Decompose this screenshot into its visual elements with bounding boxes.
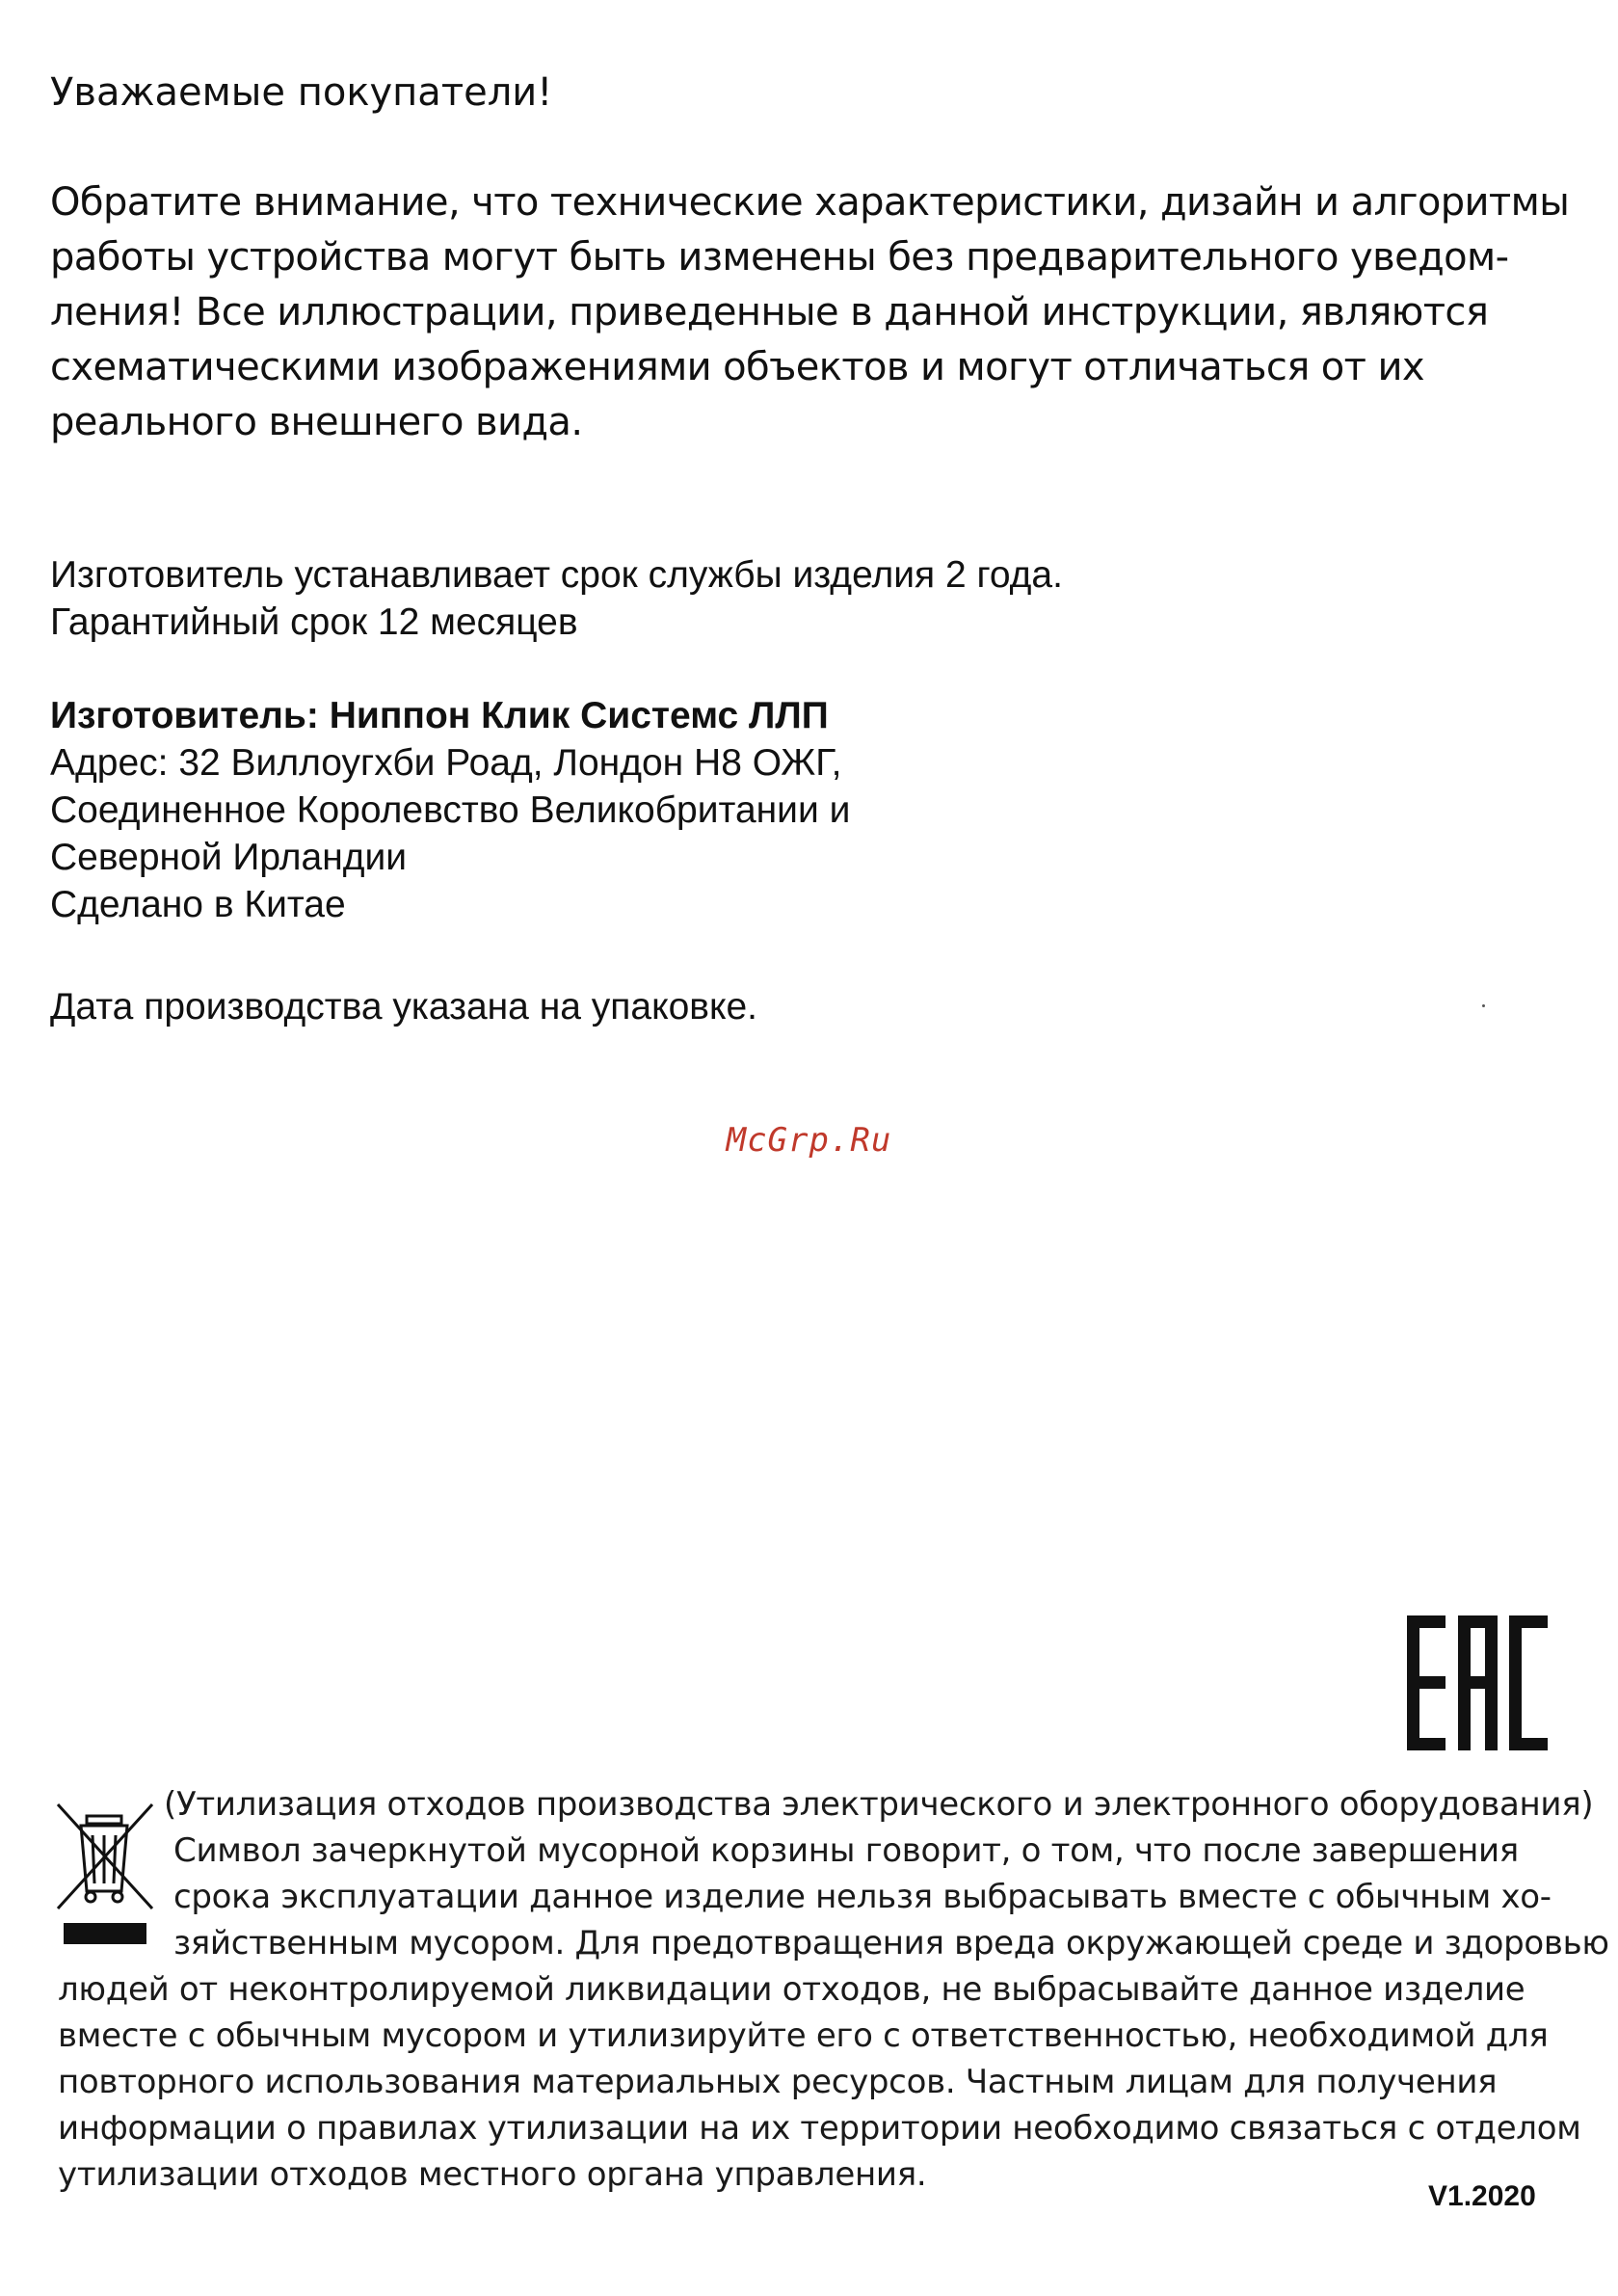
disposal-paragraph xyxy=(58,1781,1609,2198)
notice-line: работы устройства могут быть изменены без предварительного уведом- xyxy=(50,235,1509,280)
notice-paragraph xyxy=(50,175,1573,450)
disposal-line: Символ зачеркнутой мусорной корзины говорит, о том, что после завершения xyxy=(173,1831,1519,1870)
warranty-period: Гарантийный срок 12 месяцев xyxy=(50,601,578,643)
disposal-line: зяйственным мусором. Для предотвращения вреда окружающей среде и здоровью xyxy=(173,1924,1609,1962)
notice-line: схематическими изображениями объектов и могут отличаться от их xyxy=(50,345,1424,389)
disposal-line: повторного использования материальных ресурсов. Частным лицам для получения xyxy=(58,2063,1498,2101)
manufacturer-block xyxy=(50,692,850,928)
manufacturer-name: Изготовитель: Ниппон Клик Системс ЛЛП xyxy=(50,695,829,736)
disposal-line: вместе с обычным мусором и утилизируйте его с ответственностью, необходимой для xyxy=(58,2016,1549,2055)
greeting: Уважаемые покупатели! xyxy=(50,70,553,115)
stray-dot xyxy=(1482,1004,1485,1007)
disposal-line: срока эксплуатации данное изделие нельзя выбрасывать вместе с обычным хо- xyxy=(173,1878,1552,1916)
service-info xyxy=(50,551,1063,646)
eac-mark-icon xyxy=(1407,1615,1548,1750)
disposal-line: (Утилизация отходов производства электрического и электронного оборудования) xyxy=(164,1785,1594,1824)
notice-line: Обратите внимание, что технические характеристики, дизайн и алгоритмы xyxy=(50,180,1570,225)
service-life: Изготовитель устанавливает срок службы изделия 2 года. xyxy=(50,554,1063,596)
notice-line: ления! Все иллюстрации, приведенные в данной инструкции, являются xyxy=(50,290,1489,334)
notice-line: реального внешнего вида. xyxy=(50,400,583,444)
address-line: Соединенное Королевство Великобритании и xyxy=(50,789,851,831)
disposal-line: людей от неконтролируемой ликвидации отходов, не выбрасывайте данное изделие xyxy=(58,1970,1525,2009)
disposal-line: информации о правилах утилизации на их территории необходимо связаться с отделом xyxy=(58,2109,1581,2148)
watermark-link[interactable]: McGrp.Ru xyxy=(726,1121,892,1160)
document-version: V1.2020 xyxy=(1428,2180,1536,2212)
country-of-origin: Сделано в Китае xyxy=(50,884,346,925)
address-line: Северной Ирландии xyxy=(50,837,408,878)
disposal-line: утилизации отходов местного органа управления. xyxy=(58,2155,927,2194)
address-line: Адрес: 32 Виллоугхби Роад, Лондон Н8 ОЖГ, xyxy=(50,742,842,784)
production-date-note: Дата производства указана на упаковке. xyxy=(50,986,758,1028)
